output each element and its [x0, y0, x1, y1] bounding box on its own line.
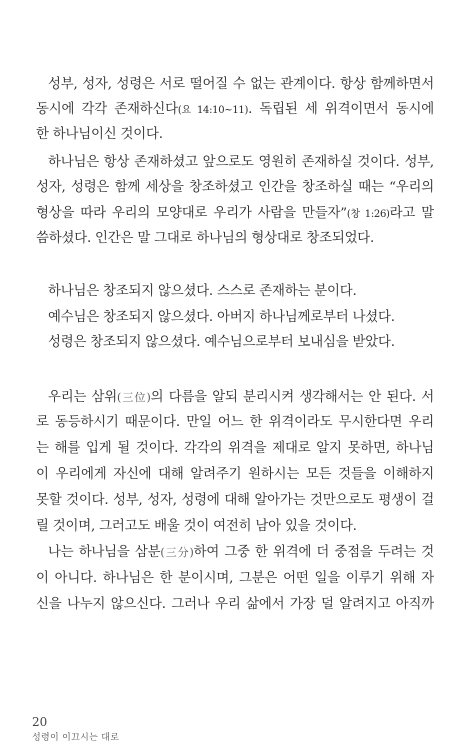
text-line: 이 우리에게 자신에 대해 알려주기 원하시는 모든 것들을 이해하지 — [36, 467, 434, 482]
text-line: 성부, 성자, 성령은 서로 떨어질 수 없는 관계이다. 항상 함께하면서 — [48, 77, 434, 92]
text-line: 신을 나누지 않으신다. 그러나 우리 삶에서 가장 덜 알려지고 아직까 — [36, 597, 434, 612]
text-line: 하나님은 항상 존재하셨고 앞으로도 영원히 존재하실 것이다. 성부, — [48, 155, 434, 170]
text-line: 로 동등하시기 때문이다. 만일 어느 한 위격이라도 무시한다면 우리 — [36, 415, 434, 430]
hanja-annotation: (三分) — [160, 546, 194, 559]
text-span: 의 다름을 알되 분리시켜 생각해서는 안 된다. 서 — [150, 390, 434, 405]
statement-line: 예수님은 창조되지 않으셨다. 아버지 하나님께로부터 나셨다. — [48, 310, 395, 325]
text-line: 이 아니다. 하나님은 한 분이시며, 그분은 어떤 일을 이루기 위해 자 — [36, 571, 434, 586]
scripture-reference: (창 1:26) — [346, 209, 390, 220]
text-span: 라고 말 — [389, 206, 434, 221]
statement-line: 성령은 창조되지 않으셨다. 예수님으로부터 보내심을 받았다. — [48, 335, 395, 350]
scripture-reference: (요 14:10~11) — [177, 105, 249, 116]
text-span: 하여 그중 한 위격에 더 중점을 두려는 것 — [193, 545, 434, 560]
text-line: 는 해를 입게 될 것이다. 각각의 위격을 제대로 알지 못하면, 하나님 — [36, 441, 434, 456]
text-line: 못할 것이다. 성부, 성자, 성령에 대해 알아가는 것만으로도 평생이 걸 — [36, 493, 434, 508]
text-line — [36, 389, 434, 407]
text-line — [36, 205, 434, 224]
text-span: 동시에 각각 존재하신다 — [36, 102, 178, 117]
hanja-annotation: (三位) — [117, 391, 151, 404]
text-span: . 독립된 세 위격이면서 동시에 — [248, 102, 434, 117]
text-line — [36, 544, 434, 562]
text-span: 나는 하나님을 삼분 — [48, 545, 161, 560]
statement-line: 하나님은 창조되지 않으셨다. 스스로 존재하는 분이다. — [48, 284, 357, 299]
text-span: 형상을 따라 우리의 모양대로 우리가 사람을 만들자” — [36, 206, 347, 221]
page-number: 20 — [32, 715, 48, 729]
text-line: 성자, 성령은 함께 세상을 창조하셨고 인간을 창조하실 때는 “우리의 — [36, 180, 434, 195]
text-span: 우리는 삼위 — [48, 390, 118, 405]
text-line: 씀하셨다. 인간은 말 그대로 하나님의 형상대로 창조되었다. — [36, 231, 375, 246]
text-line — [36, 101, 434, 120]
text-line: 릴 것이며, 그러고도 배울 것이 여전히 남아 있을 것이다. — [36, 519, 357, 534]
text-line: 한 하나님이신 것이다. — [36, 127, 163, 142]
running-footer-book-title: 성령이 이끄시는 대로 — [32, 733, 120, 743]
